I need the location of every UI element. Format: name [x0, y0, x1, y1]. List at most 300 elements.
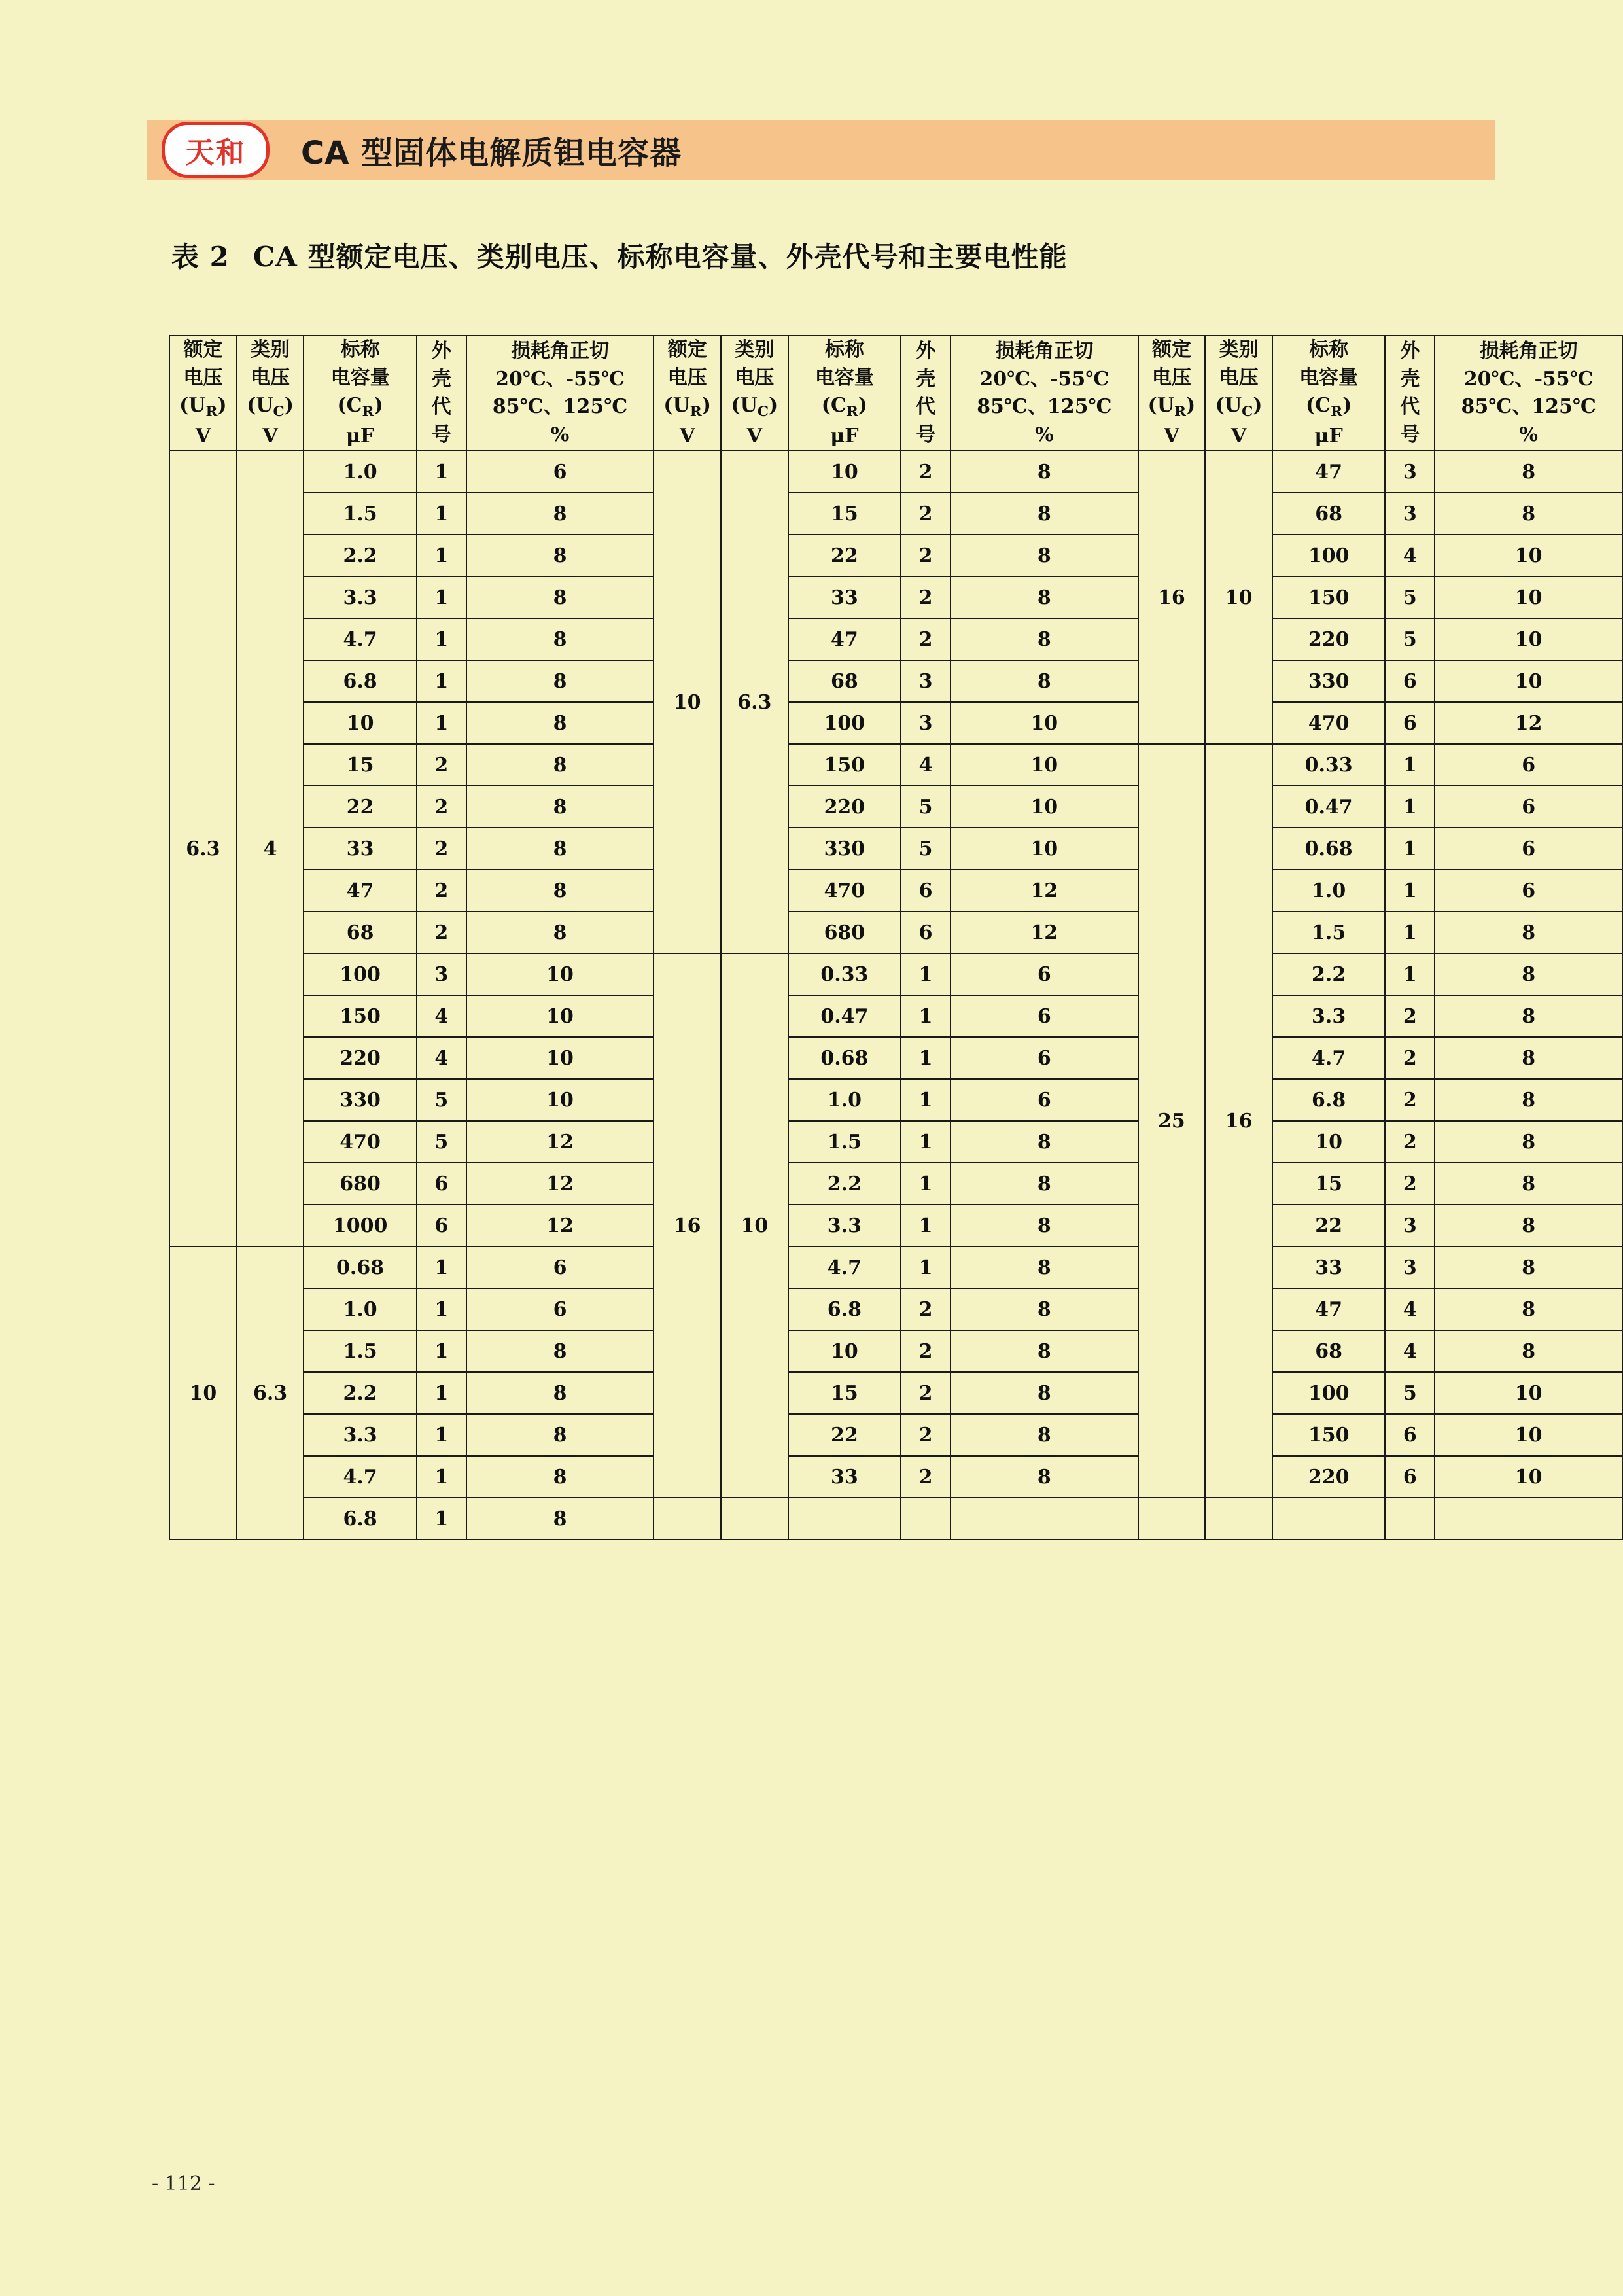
cell-nominal-capacitance: 15 [304, 744, 416, 786]
cell-nominal-capacitance: 10 [788, 451, 901, 493]
cell-dissipation-factor: 10 [1435, 618, 1622, 660]
cell-rated-voltage: 10 [654, 451, 721, 953]
cell-dissipation-factor: 8 [466, 1498, 654, 1540]
cell-case-code: 4 [1385, 1288, 1435, 1330]
cell-dissipation-factor: 8 [466, 744, 654, 786]
cell-nominal-capacitance: 0.68 [304, 1246, 416, 1288]
cell-dissipation-factor: 8 [951, 1205, 1138, 1246]
cell-dissipation-factor: 8 [951, 1330, 1138, 1372]
cell-nominal-capacitance: 100 [1272, 1372, 1385, 1414]
cell-nominal-capacitance: 22 [788, 1414, 901, 1456]
cell-case-code: 1 [417, 1498, 466, 1540]
cell-dissipation-factor: 6 [1435, 870, 1622, 911]
cell-case-code: 6 [901, 870, 951, 911]
cell-dissipation-factor: 8 [1435, 1330, 1622, 1372]
cell-dissipation-factor: 8 [466, 828, 654, 870]
cell-nominal-capacitance: 220 [1272, 618, 1385, 660]
table-row [169, 953, 1622, 995]
cell-nominal-capacitance: 6.8 [304, 1498, 416, 1540]
cell-dissipation-factor: 8 [466, 1372, 654, 1414]
cell-nominal-capacitance: 10 [788, 1330, 901, 1372]
cell-dissipation-factor: 8 [466, 1456, 654, 1498]
cell-nominal-capacitance: 100 [304, 953, 416, 995]
cell-nominal-capacitance-empty [788, 1498, 901, 1540]
cell-nominal-capacitance: 10 [1272, 1121, 1385, 1163]
cell-nominal-capacitance: 4.7 [788, 1246, 901, 1288]
cell-nominal-capacitance: 330 [788, 828, 901, 870]
cell-case-code-empty [1385, 1498, 1435, 1540]
table-row [169, 1037, 1622, 1079]
cell-category-voltage: 6.3 [237, 1246, 304, 1540]
cell-dissipation-factor: 10 [466, 953, 654, 995]
cell-nominal-capacitance: 15 [1272, 1163, 1385, 1205]
header-category-voltage: 类别 电压 $(U_C)$ V [237, 336, 304, 451]
cell-nominal-capacitance: 1.0 [788, 1079, 901, 1121]
cell-nominal-capacitance: 3.3 [304, 576, 416, 618]
cell-case-code: 1 [417, 702, 466, 744]
cell-case-code: 2 [901, 451, 951, 493]
cell-dissipation-factor: 10 [951, 828, 1138, 870]
cell-dissipation-factor: 8 [1435, 995, 1622, 1037]
cell-dissipation-factor: 8 [466, 493, 654, 535]
cell-category-voltage: 10 [721, 953, 788, 1498]
cell-nominal-capacitance: 0.33 [1272, 744, 1385, 786]
cell-dissipation-factor: 10 [1435, 1372, 1622, 1414]
cell-nominal-capacitance: 6.8 [788, 1288, 901, 1330]
cell-dissipation-factor: 6 [1435, 786, 1622, 828]
cell-dissipation-factor: 8 [466, 911, 654, 953]
cell-nominal-capacitance: 68 [304, 911, 416, 953]
cell-dissipation-factor: 10 [951, 786, 1138, 828]
cell-nominal-capacitance: 6.8 [304, 660, 416, 702]
table-row [169, 1246, 1622, 1288]
cell-case-code: 2 [901, 1288, 951, 1330]
table-row [169, 1456, 1622, 1498]
cell-dissipation-factor: 8 [951, 493, 1138, 535]
cell-nominal-capacitance: 2.2 [304, 1372, 416, 1414]
cell-category-voltage-empty [721, 1498, 788, 1540]
cell-dissipation-factor: 8 [951, 451, 1138, 493]
cell-nominal-capacitance: 2.2 [1272, 953, 1385, 995]
cell-dissipation-factor: 8 [1435, 451, 1622, 493]
cell-category-voltage: 6.3 [721, 451, 788, 953]
cell-dissipation-factor: 6 [466, 1246, 654, 1288]
cell-dissipation-factor: 8 [951, 1246, 1138, 1288]
header-dissipation-factor: 损耗角正切 20℃、-55℃ 85℃、125℃ % [466, 336, 654, 451]
cell-case-code: 1 [901, 995, 951, 1037]
cell-case-code: 2 [1385, 1037, 1435, 1079]
cell-nominal-capacitance: 68 [788, 660, 901, 702]
table-header [169, 336, 1622, 451]
cell-dissipation-factor: 8 [466, 702, 654, 744]
cell-nominal-capacitance: 3.3 [304, 1414, 416, 1456]
cell-nominal-capacitance: 4.7 [304, 618, 416, 660]
cell-dissipation-factor: 6 [951, 953, 1138, 995]
cell-dissipation-factor: 10 [1435, 1414, 1622, 1456]
cell-case-code: 2 [1385, 1163, 1435, 1205]
cell-category-voltage: 4 [237, 451, 304, 1246]
cell-nominal-capacitance: 1.5 [304, 493, 416, 535]
cell-nominal-capacitance: 68 [1272, 493, 1385, 535]
cell-nominal-capacitance: 330 [304, 1079, 416, 1121]
table-row [169, 870, 1622, 911]
cell-case-code: 2 [1385, 1079, 1435, 1121]
cell-case-code: 1 [417, 493, 466, 535]
table-row [169, 995, 1622, 1037]
cell-case-code: 1 [417, 1288, 466, 1330]
cell-case-code: 5 [1385, 618, 1435, 660]
cell-nominal-capacitance: 150 [788, 744, 901, 786]
cell-case-code: 1 [901, 1079, 951, 1121]
cell-nominal-capacitance: 1.5 [788, 1121, 901, 1163]
cell-case-code: 1 [901, 1205, 951, 1246]
cell-nominal-capacitance: 220 [1272, 1456, 1385, 1498]
cell-dissipation-factor: 6 [466, 451, 654, 493]
cell-dissipation-factor: 8 [466, 535, 654, 576]
cell-case-code: 6 [901, 911, 951, 953]
table-caption [171, 236, 1068, 275]
cell-dissipation-factor: 8 [1435, 1288, 1622, 1330]
cell-case-code: 1 [417, 660, 466, 702]
cell-case-code: 1 [417, 1456, 466, 1498]
cell-dissipation-factor: 8 [1435, 493, 1622, 535]
cell-dissipation-factor: 8 [951, 1372, 1138, 1414]
cell-case-code: 1 [417, 535, 466, 576]
cell-case-code: 5 [901, 786, 951, 828]
table-row [169, 576, 1622, 618]
cell-dissipation-factor: 10 [951, 702, 1138, 744]
cell-case-code: 2 [901, 576, 951, 618]
cell-nominal-capacitance: 220 [788, 786, 901, 828]
cell-dissipation-factor: 8 [951, 618, 1138, 660]
header-dissipation-factor: 损耗角正切 20℃、-55℃ 85℃、125℃ % [951, 336, 1138, 451]
cell-nominal-capacitance: 100 [788, 702, 901, 744]
cell-nominal-capacitance: 150 [1272, 1414, 1385, 1456]
header-case-code: 外 壳 代 号 [417, 336, 466, 451]
cell-case-code: 2 [901, 493, 951, 535]
cell-nominal-capacitance: 47 [1272, 451, 1385, 493]
cell-rated-voltage: 6.3 [169, 451, 237, 1246]
cell-case-code: 5 [901, 828, 951, 870]
cell-dissipation-factor: 10 [1435, 1456, 1622, 1498]
table-row [169, 1498, 1622, 1540]
cell-dissipation-factor: 8 [951, 535, 1138, 576]
cell-dissipation-factor: 8 [466, 618, 654, 660]
cell-nominal-capacitance: 470 [1272, 702, 1385, 744]
cell-case-code: 6 [1385, 1456, 1435, 1498]
cell-nominal-capacitance: 3.3 [788, 1205, 901, 1246]
cell-case-code: 2 [417, 786, 466, 828]
table-row [169, 1079, 1622, 1121]
cell-dissipation-factor: 10 [1435, 576, 1622, 618]
cell-case-code: 2 [417, 744, 466, 786]
cell-nominal-capacitance: 0.47 [788, 995, 901, 1037]
cell-nominal-capacitance: 680 [788, 911, 901, 953]
cell-dissipation-factor: 8 [466, 870, 654, 911]
cell-case-code: 6 [417, 1205, 466, 1246]
cell-case-code: 3 [1385, 493, 1435, 535]
cell-dissipation-factor: 6 [1435, 744, 1622, 786]
header-category-voltage: 类别 电压 $(U_C)$ V [721, 336, 788, 451]
cell-case-code: 1 [417, 1414, 466, 1456]
specification-table [169, 335, 1623, 1540]
page-header-band [147, 120, 1495, 180]
page-title: CA 型固体电解质钽电容器 [301, 134, 682, 171]
cell-nominal-capacitance: 4.7 [304, 1456, 416, 1498]
cell-nominal-capacitance: 6.8 [1272, 1079, 1385, 1121]
cell-case-code: 1 [417, 618, 466, 660]
table-row [169, 1288, 1622, 1330]
cell-dissipation-factor: 6 [466, 1288, 654, 1330]
cell-case-code: 3 [1385, 451, 1435, 493]
cell-dissipation-factor: 8 [951, 1456, 1138, 1498]
cell-case-code: 2 [901, 618, 951, 660]
table-row [169, 828, 1622, 870]
cell-dissipation-factor: 12 [466, 1163, 654, 1205]
cell-dissipation-factor: 8 [1435, 911, 1622, 953]
cell-dissipation-factor: 8 [466, 1414, 654, 1456]
cell-dissipation-factor: 8 [1435, 1079, 1622, 1121]
cell-case-code: 2 [417, 911, 466, 953]
cell-nominal-capacitance: 47 [304, 870, 416, 911]
cell-nominal-capacitance: 33 [304, 828, 416, 870]
table-row [169, 618, 1622, 660]
cell-case-code: 6 [1385, 660, 1435, 702]
cell-case-code: 1 [1385, 953, 1435, 995]
cell-case-code: 5 [417, 1079, 466, 1121]
cell-case-code: 6 [1385, 702, 1435, 744]
cell-dissipation-factor: 8 [466, 576, 654, 618]
cell-dissipation-factor: 8 [1435, 1037, 1622, 1079]
cell-case-code: 1 [901, 1246, 951, 1288]
cell-dissipation-factor: 10 [1435, 660, 1622, 702]
cell-case-code: 2 [901, 1414, 951, 1456]
cell-case-code: 1 [1385, 911, 1435, 953]
table-row [169, 911, 1622, 953]
table-row [169, 702, 1622, 744]
cell-case-code: 2 [417, 828, 466, 870]
cell-nominal-capacitance: 0.68 [788, 1037, 901, 1079]
cell-case-code: 1 [1385, 744, 1435, 786]
cell-case-code: 1 [901, 1163, 951, 1205]
cell-rated-voltage: 10 [169, 1246, 237, 1540]
cell-dissipation-factor: 8 [1435, 1163, 1622, 1205]
header-nominal-capacitance: 标称 电容量 $(C_R)$ μF [1272, 336, 1385, 451]
cell-nominal-capacitance: 1.0 [304, 1288, 416, 1330]
table-row [169, 1372, 1622, 1414]
cell-case-code: 1 [901, 1037, 951, 1079]
cell-case-code: 4 [1385, 535, 1435, 576]
table-body [169, 451, 1622, 1540]
cell-dissipation-factor: 8 [951, 660, 1138, 702]
cell-case-code: 1 [1385, 786, 1435, 828]
cell-dissipation-factor-empty [1435, 1498, 1622, 1540]
cell-dissipation-factor: 8 [1435, 1246, 1622, 1288]
cell-nominal-capacitance: 1.0 [304, 451, 416, 493]
header-category-voltage: 类别 电压 $(U_C)$ V [1205, 336, 1272, 451]
cell-nominal-capacitance: 15 [788, 493, 901, 535]
cell-case-code: 3 [417, 953, 466, 995]
cell-dissipation-factor: 10 [951, 744, 1138, 786]
cell-nominal-capacitance: 150 [1272, 576, 1385, 618]
cell-dissipation-factor: 8 [466, 786, 654, 828]
cell-nominal-capacitance: 0.33 [788, 953, 901, 995]
cell-case-code: 1 [1385, 828, 1435, 870]
header-case-code: 外 壳 代 号 [901, 336, 951, 451]
cell-nominal-capacitance: 22 [304, 786, 416, 828]
table-row [169, 660, 1622, 702]
cell-dissipation-factor: 8 [1435, 953, 1622, 995]
cell-nominal-capacitance: 2.2 [304, 535, 416, 576]
cell-case-code: 1 [901, 953, 951, 995]
header-rated-voltage: 额定 电压 $(U_R)$ V [169, 336, 237, 451]
cell-nominal-capacitance: 0.47 [1272, 786, 1385, 828]
table-row [169, 786, 1622, 828]
cell-nominal-capacitance: 22 [788, 535, 901, 576]
cell-category-voltage-empty [1205, 1498, 1272, 1540]
cell-dissipation-factor: 12 [951, 870, 1138, 911]
table-row [169, 1330, 1622, 1372]
cell-dissipation-factor: 8 [951, 576, 1138, 618]
cell-category-voltage: 16 [1205, 744, 1272, 1498]
cell-nominal-capacitance: 2.2 [788, 1163, 901, 1205]
cell-nominal-capacitance: 33 [788, 1456, 901, 1498]
page-number: - 112 - [152, 2172, 215, 2195]
table-row [169, 744, 1622, 786]
header-nominal-capacitance: 标称 电容量 $(C_R)$ μF [304, 336, 416, 451]
cell-nominal-capacitance: 68 [1272, 1330, 1385, 1372]
cell-case-code-empty [901, 1498, 951, 1540]
cell-nominal-capacitance: 3.3 [1272, 995, 1385, 1037]
cell-nominal-capacitance: 470 [304, 1121, 416, 1163]
header-case-code: 外 壳 代 号 [1385, 336, 1435, 451]
cell-dissipation-factor: 10 [466, 1079, 654, 1121]
cell-dissipation-factor: 6 [951, 995, 1138, 1037]
cell-dissipation-factor: 10 [1435, 535, 1622, 576]
cell-case-code: 3 [1385, 1205, 1435, 1246]
cell-case-code: 1 [417, 451, 466, 493]
cell-nominal-capacitance: 1.5 [1272, 911, 1385, 953]
cell-case-code: 4 [1385, 1330, 1435, 1372]
cell-category-voltage: 10 [1205, 451, 1272, 744]
cell-case-code: 1 [417, 1372, 466, 1414]
cell-dissipation-factor: 8 [951, 1121, 1138, 1163]
cell-dissipation-factor: 8 [1435, 1121, 1622, 1163]
table-caption-text: CA 型额定电压、类别电压、标称电容量、外壳代号和主要电性能 [253, 241, 1068, 273]
cell-dissipation-factor: 12 [466, 1121, 654, 1163]
cell-case-code: 2 [901, 535, 951, 576]
cell-nominal-capacitance: 330 [1272, 660, 1385, 702]
cell-rated-voltage: 16 [1138, 451, 1206, 744]
cell-rated-voltage: 16 [654, 953, 721, 1498]
cell-case-code: 5 [1385, 1372, 1435, 1414]
cell-dissipation-factor: 12 [1435, 702, 1622, 744]
cell-nominal-capacitance: 150 [304, 995, 416, 1037]
cell-case-code: 1 [417, 1330, 466, 1372]
table-row [169, 1205, 1622, 1246]
header-dissipation-factor: 损耗角正切 20℃、-55℃ 85℃、125℃ % [1435, 336, 1622, 451]
cell-dissipation-factor: 6 [1435, 828, 1622, 870]
cell-nominal-capacitance: 1.5 [304, 1330, 416, 1372]
cell-dissipation-factor: 8 [466, 1330, 654, 1372]
cell-nominal-capacitance: 47 [1272, 1288, 1385, 1330]
cell-dissipation-factor: 8 [951, 1163, 1138, 1205]
table-row [169, 493, 1622, 535]
cell-case-code: 4 [417, 995, 466, 1037]
cell-nominal-capacitance: 1.0 [1272, 870, 1385, 911]
cell-case-code: 6 [1385, 1414, 1435, 1456]
cell-case-code: 5 [1385, 576, 1435, 618]
cell-dissipation-factor-empty [951, 1498, 1138, 1540]
cell-nominal-capacitance: 680 [304, 1163, 416, 1205]
cell-case-code: 5 [417, 1121, 466, 1163]
cell-nominal-capacitance: 22 [1272, 1205, 1385, 1246]
cell-nominal-capacitance: 10 [304, 702, 416, 744]
cell-rated-voltage-empty [654, 1498, 721, 1540]
cell-dissipation-factor: 10 [466, 995, 654, 1037]
brand-logo: 天和 [162, 122, 270, 178]
cell-nominal-capacitance: 47 [788, 618, 901, 660]
cell-case-code: 2 [1385, 1121, 1435, 1163]
cell-nominal-capacitance: 4.7 [1272, 1037, 1385, 1079]
cell-nominal-capacitance: 470 [788, 870, 901, 911]
table-row [169, 451, 1622, 493]
cell-dissipation-factor: 8 [466, 660, 654, 702]
cell-case-code: 4 [417, 1037, 466, 1079]
cell-dissipation-factor: 6 [951, 1079, 1138, 1121]
cell-case-code: 2 [417, 870, 466, 911]
cell-case-code: 3 [1385, 1246, 1435, 1288]
cell-case-code: 2 [901, 1330, 951, 1372]
cell-nominal-capacitance: 1000 [304, 1205, 416, 1246]
cell-case-code: 1 [901, 1121, 951, 1163]
cell-case-code: 3 [901, 660, 951, 702]
cell-case-code: 1 [1385, 870, 1435, 911]
table-row [169, 1163, 1622, 1205]
cell-dissipation-factor: 6 [951, 1037, 1138, 1079]
cell-dissipation-factor: 12 [466, 1205, 654, 1246]
table-row [169, 1414, 1622, 1456]
cell-case-code: 3 [901, 702, 951, 744]
cell-nominal-capacitance: 33 [1272, 1246, 1385, 1288]
table-row [169, 1121, 1622, 1163]
header-rated-voltage: 额定 电压 $(U_R)$ V [1138, 336, 1206, 451]
cell-nominal-capacitance: 100 [1272, 535, 1385, 576]
cell-dissipation-factor: 8 [951, 1414, 1138, 1456]
table-row [169, 535, 1622, 576]
header-nominal-capacitance: 标称 电容量 $(C_R)$ μF [788, 336, 901, 451]
cell-dissipation-factor: 8 [1435, 1205, 1622, 1246]
cell-dissipation-factor: 10 [466, 1037, 654, 1079]
cell-nominal-capacitance: 15 [788, 1372, 901, 1414]
cell-rated-voltage-empty [1138, 1498, 1206, 1540]
cell-rated-voltage: 25 [1138, 744, 1206, 1498]
header-rated-voltage: 额定 电压 $(U_R)$ V [654, 336, 721, 451]
cell-case-code: 1 [417, 576, 466, 618]
cell-case-code: 1 [417, 1246, 466, 1288]
cell-dissipation-factor: 8 [951, 1288, 1138, 1330]
cell-nominal-capacitance: 220 [304, 1037, 416, 1079]
cell-case-code: 4 [901, 744, 951, 786]
cell-nominal-capacitance: 0.68 [1272, 828, 1385, 870]
cell-nominal-capacitance: 33 [788, 576, 901, 618]
cell-case-code: 6 [417, 1163, 466, 1205]
cell-case-code: 2 [901, 1456, 951, 1498]
cell-dissipation-factor: 12 [951, 911, 1138, 953]
cell-case-code: 2 [901, 1372, 951, 1414]
cell-case-code: 2 [1385, 995, 1435, 1037]
table-caption-number: 表 2 [171, 241, 230, 273]
